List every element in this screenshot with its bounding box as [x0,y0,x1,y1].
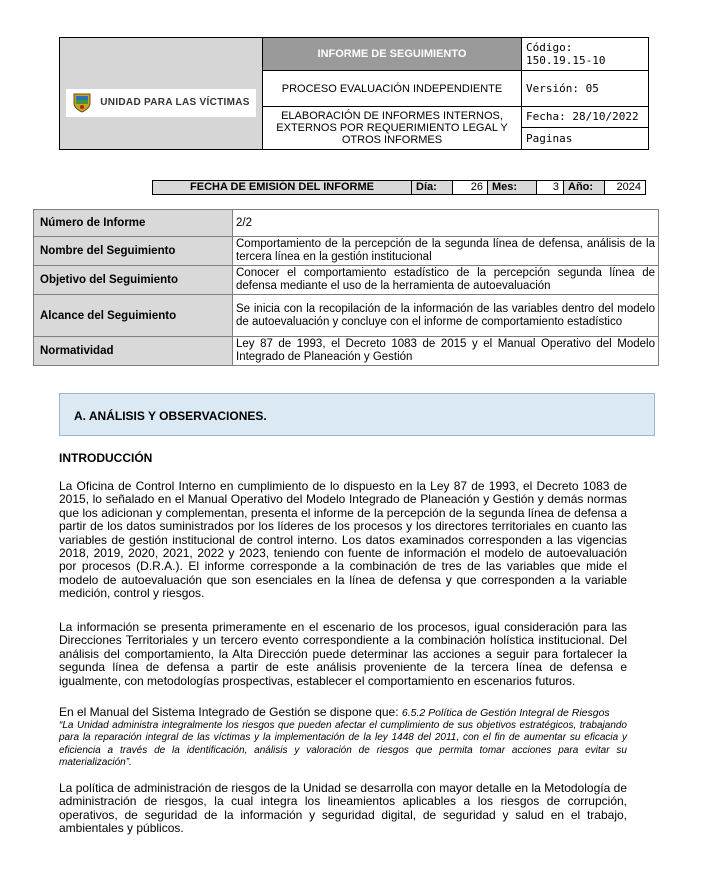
emission-label: FECHA DE EMISIÓN DEL INFORME [153,181,412,195]
year-label: Año: [564,181,605,195]
logo [66,89,255,117]
logo-text: UNIDAD PARA LAS VÍCTIMAS [100,97,250,108]
month-value: 3 [537,181,564,195]
info-value: Ley 87 de 1993, el Decreto 1083 de 2015 y el Manual Operativo del Modelo Integrado de Planeación y Gestión [233,337,659,366]
info-value: Se inicia con la recopilación de la información de las variables dentro del modelo de autoevaluación y concluye con el informe de comportamiento estadístico [233,295,659,337]
procedure-name: ELABORACIÓN DE INFORMES INTERNOS, EXTERNOS POR REQUERIMIENTO LEGAL Y OTROS INFORMES [263,107,522,150]
section-a-title: A. ANÁLISIS Y OBSERVACIONES. [74,409,267,423]
day-value: 26 [453,181,488,195]
intro-heading: INTRODUCCIÓN [59,451,153,465]
info-key: Nombre del Seguimiento [34,237,233,266]
coat-of-arms-icon [72,92,92,114]
date-pages-cell [522,107,649,150]
paragraph-3-lead: En el Manual del Sistema Integrado de Gestión se dispone que: [59,705,402,719]
report-info-table [33,209,659,366]
info-key: Alcance del Seguimiento [34,295,233,337]
document-pages: Paginas [526,132,573,145]
year-value: 2024 [605,181,646,195]
section-a-header [59,393,655,436]
month-label: Mes: [488,181,537,195]
document-date: Fecha: 28/10/2022 [522,107,648,128]
document-code: Código: 150.19.15-10 [522,38,649,71]
document-title: INFORME DE SEGUIMIENTO [263,38,522,71]
document-header [59,37,649,150]
policy-quote: “La Unidad administra integralmente los riesgos que pueden afectar el cumplimiento de sus objetivos estratégicos, trabajando para la reparación integral de las víctimas y la implementación de la ley 1448 del 2011, con el fin de aumentar su eficacia y eficiencia a través de la identificación, análisis y valoración de riesgos que permita tomar acciones para evitar su materialización”. [59,719,627,768]
day-label: Día: [412,181,453,195]
process-name: PROCESO EVALUACIÓN INDEPENDIENTE [263,71,522,107]
paragraph-4: La política de administración de riesgos de la Unidad se desarrolla con mayor detalle en la Metodología de administración de riesgos, la cual integra los lineamientos aplicables a los riesgos de corrupción, operativos, de seguridad de la información y seguridad digital, de seguridad y salud en el trabajo, ambientales y públicos. [59,781,627,836]
info-key: Objetivo del Seguimiento [34,266,233,295]
info-value: Conocer el comportamiento estadístico de la percepción segunda línea de defensa mediante el uso de la herramienta de autoevaluación [233,266,659,295]
logo-cell [60,38,263,150]
document-version: Versión: 05 [522,71,649,107]
paragraph-1: La Oficina de Control Interno en cumplimiento de lo dispuesto en la Ley 87 de 1993, el Decreto 1083 de 2015, lo señalado en el Manual Operativo del Modelo Integrado de Planeación y Gestión y demás normas que los adicionan y complementan, presenta el informe de la percepción de la segunda línea de defensa a partir de los datos suministrados por los líderes de los procesos y los directores territoriales en cuanto las variables de gestión institucional de control interno. Los datos examinados corresponden a las vigencias 2018, 2019, 2020, 2021, 2022 y 2023, teniendo con fuente de información el modelo de autoevaluación por procesos (D.R.A.). El informe corresponde a la combinación de tres de las variables que mide el modelo de autoevaluación que son esenciales en la línea de defensa y que corresponden a la variable medición, control y riesgos. [59,479,627,601]
info-value: 2/2 [233,210,659,237]
info-key: Normatividad [34,337,233,366]
policy-reference: 6.5.2 Política de Gestión Integral de Riesgos [401,707,610,719]
emission-date-row [152,180,646,195]
info-key: Número de Informe [34,210,233,237]
paragraph-3 [59,706,627,770]
info-value: Comportamiento de la percepción de la segunda línea de defensa, análisis de la tercera línea en la gestión institucional [233,237,659,266]
paragraph-2: La información se presenta primeramente en el escenario de los procesos, igual consideración para las Direcciones Territoriales y un tercero evento correspondiente a la combinación holística institucional. Del análisis del comportamiento, la Alta Dirección puede determinar las acciones a seguir para fortalecer la segunda línea de defensa a partir de este análisis proveniente de la tercera línea de defensa e igualmente, con metodologías prospectivas, establecer el comportamiento en escenarios futuros. [59,620,627,688]
